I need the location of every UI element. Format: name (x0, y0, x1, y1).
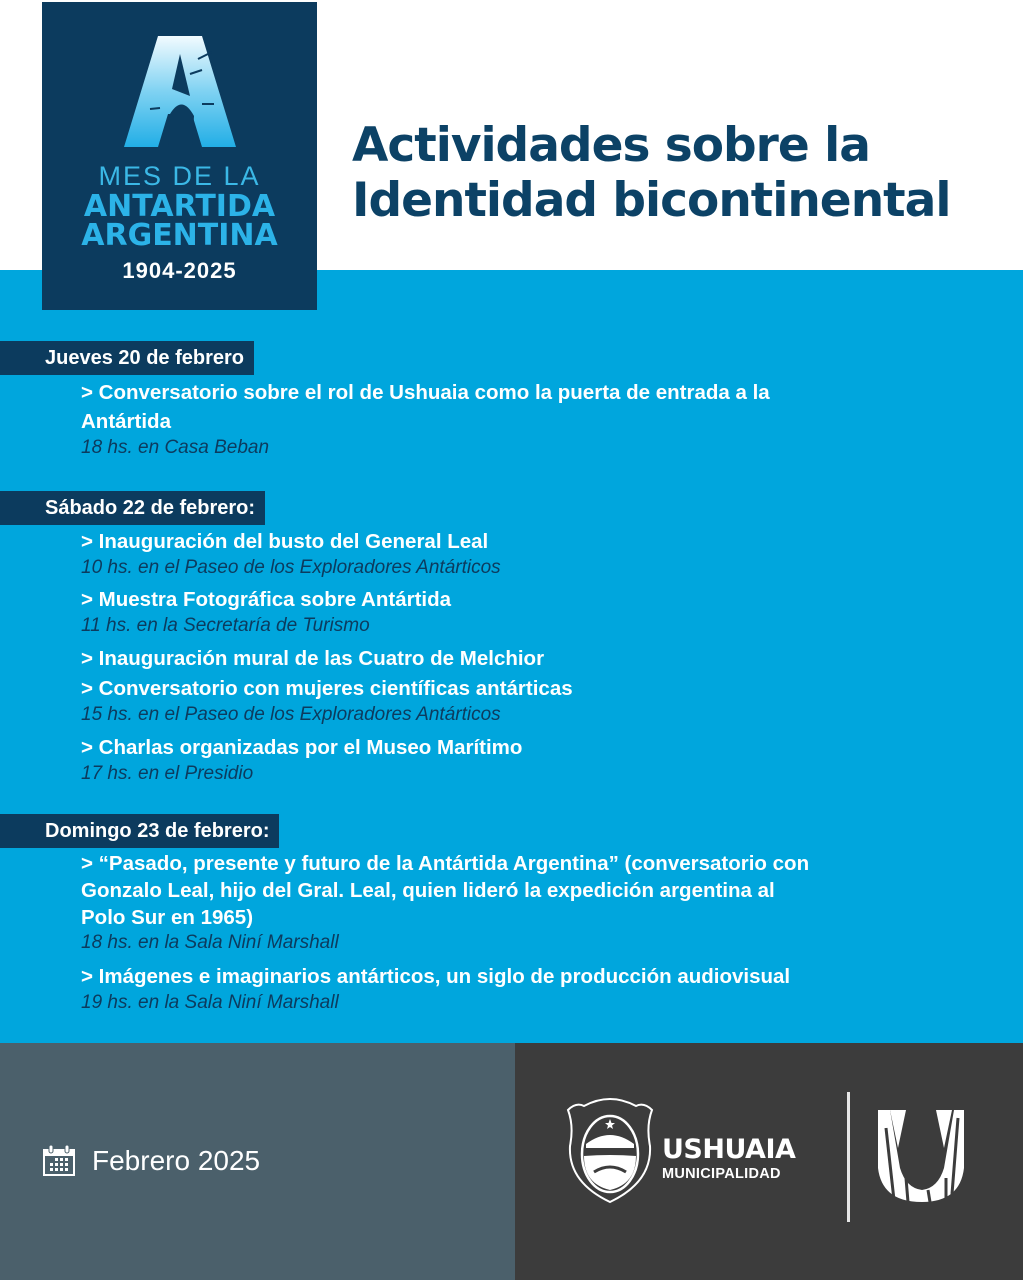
event-item (81, 585, 1001, 638)
municipality-name: USHUAIA (662, 1134, 796, 1165)
event-title: Polo Sur en 1965) (81, 906, 254, 929)
logo-line-2: ANTARTIDA (83, 189, 276, 224)
event-detail: 15 hs. en el Paseo de los Exploradores Antárticos (81, 704, 501, 725)
event-title: Gonzalo Leal, hijo del Gral. Leal, quien lideró la expedición argentina al (81, 879, 775, 902)
event-title: > Muestra Fotográfica sobre Antártida (81, 588, 452, 611)
day-label-jueves: Jueves 20 de febrero (0, 341, 254, 375)
event-item (81, 733, 1001, 786)
event-item (81, 674, 1001, 727)
logo-years: 1904-2025 (122, 258, 237, 283)
event-item (81, 527, 1001, 580)
event-item (81, 850, 1001, 955)
municipality-logo (662, 1136, 795, 1184)
event-title: > Conversatorio sobre el rol de Ushuaia como la puerta de entrada a la (81, 381, 770, 404)
event-title: > Charlas organizadas por el Museo Marítimo (81, 736, 523, 759)
event-title: > “Pasado, presente y futuro de la Antártida Argentina” (conversatorio con (81, 852, 810, 875)
page-title (352, 118, 1012, 228)
day-label-sabado: Sábado 22 de febrero: (0, 491, 265, 525)
footer-divider (847, 1092, 850, 1222)
event-detail: 18 hs. en la Sala Niní Marshall (81, 932, 339, 953)
footer-date-text: Febrero 2025 (92, 1144, 261, 1176)
event-detail: 11 hs. en la Secretaría de Turismo (81, 615, 370, 636)
antarctica-a-icon (120, 34, 240, 149)
event-detail: 10 hs. en el Paseo de los Exploradores Antárticos (81, 557, 501, 578)
event-detail: 18 hs. en Casa Beban (81, 437, 270, 458)
day-label-domingo: Domingo 23 de febrero: (0, 814, 279, 848)
title-line-2: Identidad bicontinental (352, 173, 951, 228)
antarctica-month-logo (42, 2, 317, 310)
event-item (81, 644, 1001, 673)
logo-line-3: ARGENTINA (81, 218, 278, 253)
event-title: Antártida (81, 410, 171, 433)
event-title: > Inauguración del busto del General Leal (81, 530, 489, 553)
footer-date (42, 1144, 260, 1177)
event-item (81, 962, 1001, 1015)
coat-of-arms-icon (564, 1096, 656, 1206)
title-line-1: Actividades sobre la (352, 118, 870, 173)
event-title: > Imágenes e imaginarios antárticos, un siglo de producción audiovisual (81, 965, 791, 988)
event-title: > Inauguración mural de las Cuatro de Melchior (81, 647, 545, 670)
event-detail: 17 hs. en el Presidio (81, 763, 254, 784)
event-title: > Conversatorio con mujeres científicas antárticas (81, 677, 573, 700)
event-item (81, 378, 1001, 460)
logo-line-1: MES DE LA (98, 161, 261, 191)
calendar-icon (42, 1144, 76, 1177)
ushuaia-u-icon (876, 1108, 966, 1204)
event-detail: 19 hs. en la Sala Niní Marshall (81, 992, 339, 1013)
municipality-subtitle: MUNICIPALIDAD (662, 1166, 781, 1182)
